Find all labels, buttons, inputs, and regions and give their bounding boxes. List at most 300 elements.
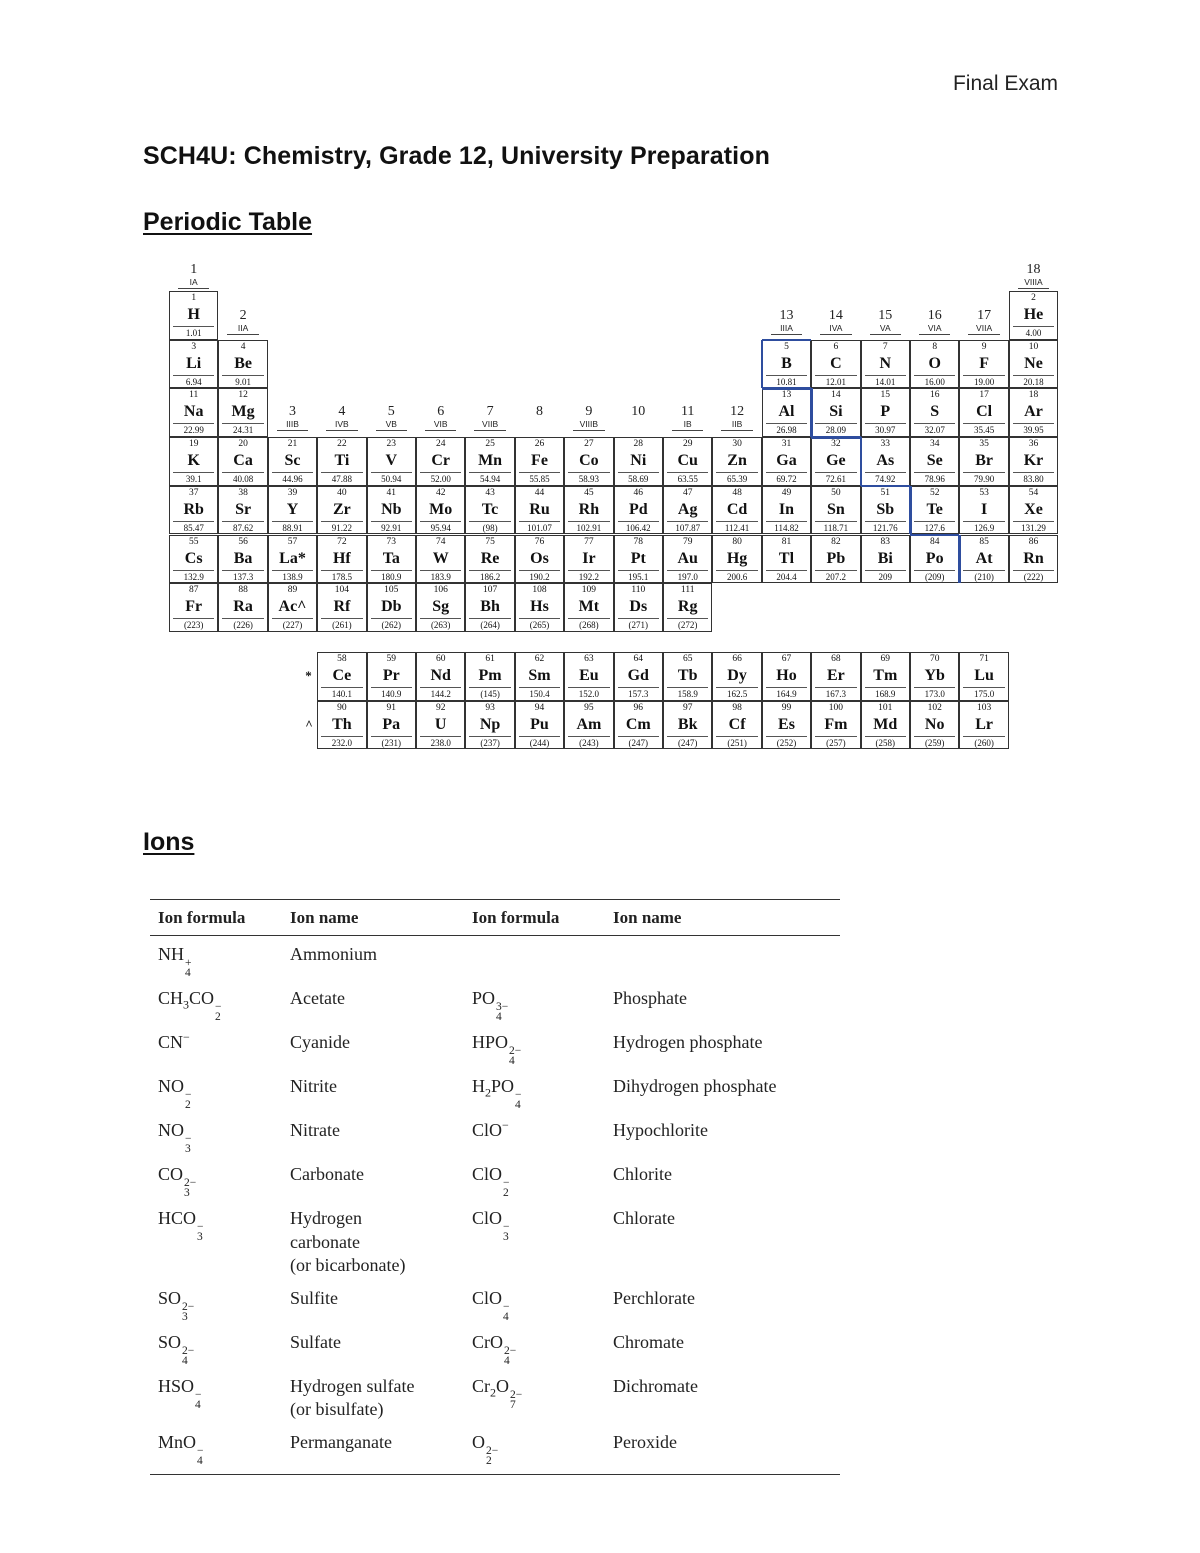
formula-subscript: 4 — [496, 1011, 502, 1023]
element-symbol: Np — [479, 715, 501, 733]
atomic-number: 48 — [732, 487, 742, 498]
ion-name-cell — [282, 1070, 464, 1114]
group-label-9 — [564, 404, 613, 431]
header-ion-formula-2: Ion formula — [464, 900, 605, 936]
atomic-number: 58 — [337, 654, 347, 664]
atomic-mass: 65.39 — [716, 472, 757, 484]
ion-formula — [472, 1208, 510, 1243]
atomic-mass: 19.00 — [963, 375, 1004, 387]
element-symbol: Pr — [382, 667, 400, 684]
formula-charge: − — [503, 1300, 510, 1313]
element-ds — [614, 583, 663, 632]
atomic-number: 3 — [191, 341, 197, 352]
atomic-mass: 74.92 — [865, 472, 906, 484]
element-symbol: Tl — [778, 549, 795, 567]
atomic-mass: 127.6 — [914, 521, 955, 533]
atomic-number: 81 — [781, 536, 792, 547]
element-symbol: Co — [579, 452, 599, 470]
element-sc — [268, 437, 317, 486]
element-symbol: Nd — [430, 667, 451, 684]
element-gd — [614, 652, 663, 701]
formula-subscript: 2 — [490, 1385, 496, 1400]
element-symbol: Pu — [530, 715, 549, 733]
formula-text: HPO — [472, 1032, 509, 1052]
element-symbol: Mg — [231, 403, 255, 421]
ion-formula — [472, 1431, 499, 1467]
element-symbol: Ta — [382, 549, 400, 567]
atomic-number: 29 — [682, 439, 693, 450]
ion-formula — [158, 1375, 202, 1411]
atomic-mass: 63.55 — [667, 472, 708, 484]
group-label-8 — [515, 404, 564, 419]
atomic-mass: 144.2 — [420, 687, 461, 699]
element-symbol: Ar — [1024, 403, 1043, 421]
ion-name: Chromate — [613, 1331, 684, 1352]
group-label-14 — [811, 308, 860, 335]
ion-name: Phosphate — [613, 988, 687, 1008]
atomic-mass: 101.07 — [519, 521, 560, 533]
element-symbol: Sm — [528, 667, 551, 684]
group-label-10 — [614, 404, 663, 419]
element-symbol: Bk — [677, 715, 698, 733]
atomic-mass: 167.3 — [815, 687, 856, 699]
ion-formula — [158, 1076, 192, 1111]
element-w — [416, 535, 465, 584]
formula-charge: 2− — [509, 1045, 522, 1057]
group-label-18 — [1009, 262, 1058, 289]
atomic-number: 87 — [188, 585, 199, 596]
element-symbol: Ce — [332, 667, 352, 684]
atomic-number: 46 — [633, 487, 644, 498]
element-se — [910, 437, 959, 486]
element-mt — [564, 583, 613, 632]
metalloid-boundary-segment — [909, 486, 912, 535]
atomic-number: 1 — [191, 293, 197, 303]
element-symbol: Ti — [334, 452, 350, 470]
group-roman: IB — [672, 419, 703, 431]
atomic-number: 20 — [238, 439, 248, 450]
group-label-1 — [169, 262, 218, 289]
atomic-mass: 112.41 — [716, 521, 757, 533]
ion-formula — [158, 1431, 204, 1467]
group-label-5 — [367, 404, 416, 431]
atomic-mass: 102.91 — [568, 521, 609, 533]
ion-formula-cell — [464, 1070, 605, 1114]
atomic-number: 93 — [485, 702, 495, 713]
element-symbol: Rg — [677, 598, 698, 616]
ion-name-cell — [282, 1282, 464, 1326]
element-bh — [465, 583, 514, 632]
formula-charge: 2− — [184, 1177, 197, 1189]
element-symbol: Cr — [431, 452, 451, 470]
element-symbol: Ne — [1024, 354, 1043, 372]
atomic-number: 80 — [732, 536, 742, 547]
element-ir — [564, 535, 613, 584]
element-te — [910, 486, 959, 535]
atomic-mass: (265) — [519, 618, 560, 630]
formula-text: NH — [158, 944, 184, 964]
element-rf — [317, 583, 366, 632]
element-symbol: Ca — [233, 452, 253, 470]
atomic-mass: 180.9 — [371, 570, 412, 582]
atomic-number: 10 — [1028, 341, 1039, 352]
atomic-number: 89 — [287, 585, 298, 596]
formula-subscript: 2 — [185, 1099, 191, 1111]
element-symbol: Sn — [826, 500, 845, 518]
element-ga — [762, 437, 811, 486]
element-symbol: Xe — [1024, 500, 1043, 518]
group-number: 2 — [239, 308, 247, 323]
element-co — [564, 437, 613, 486]
formula-charge-stack — [510, 1390, 522, 1410]
atomic-number: 92 — [435, 702, 446, 713]
element-symbol: In — [778, 500, 795, 518]
element-at — [959, 535, 1008, 584]
ion-formula-cell — [464, 1370, 605, 1426]
atomic-mass: 192.2 — [568, 570, 609, 582]
group-roman: VIB — [425, 419, 456, 431]
element-ta — [367, 535, 416, 584]
ion-name-line: (or bicarbonate) — [290, 1255, 406, 1275]
atomic-number: 105 — [384, 585, 399, 596]
element-c — [811, 340, 860, 389]
formula-text: SO — [158, 1331, 182, 1352]
atomic-mass: 232.0 — [321, 736, 362, 748]
group-label-6 — [416, 404, 465, 431]
atomic-mass: 114.82 — [766, 521, 807, 533]
element-in — [762, 486, 811, 535]
element-symbol: Tc — [481, 500, 499, 518]
ion-name-cell — [605, 1026, 840, 1070]
element-tc — [465, 486, 514, 535]
atomic-mass: 92.91 — [371, 521, 412, 533]
group-number: 10 — [631, 404, 646, 419]
ion-formula-cell — [150, 1114, 282, 1158]
element-kr — [1009, 437, 1058, 486]
atomic-number: 23 — [386, 439, 397, 450]
formula-text: CO — [189, 988, 215, 1008]
formula-subscript: 4 — [509, 1055, 515, 1067]
formula-text: CN — [158, 1032, 184, 1052]
ion-name-cell — [282, 936, 464, 983]
atomic-mass: 47.88 — [321, 472, 362, 484]
element-na — [169, 388, 218, 437]
element-al — [762, 388, 811, 437]
formula-subscript: 2 — [486, 1454, 492, 1467]
atomic-number: 41 — [386, 487, 397, 498]
element-symbol: Hg — [726, 549, 748, 567]
ion-formula-cell — [150, 936, 282, 983]
atomic-number: 43 — [485, 487, 495, 498]
element-zr — [317, 486, 366, 535]
atomic-mass: (261) — [321, 618, 362, 630]
element-symbol: Sg — [432, 598, 450, 616]
document-title: SCH4U: Chemistry, Grade 12, University Preparation — [143, 142, 770, 170]
element-ra — [218, 583, 267, 632]
ion-name: Chlorate — [613, 1208, 675, 1228]
element-symbol: K — [187, 452, 200, 470]
formula-charge: − — [515, 1089, 522, 1101]
formula-charge-stack — [503, 1178, 510, 1198]
group-number: 3 — [288, 404, 296, 419]
metalloid-boundary-segment — [910, 534, 959, 537]
formula-charge-stack — [504, 1346, 516, 1366]
atomic-number: 5 — [784, 341, 789, 352]
atomic-number: 88 — [238, 585, 248, 596]
ion-name-line: carbonate — [290, 1231, 360, 1252]
atomic-mass: (244) — [519, 736, 560, 748]
atomic-number: 28 — [633, 439, 644, 450]
atomic-mass: 197.0 — [667, 570, 708, 582]
atomic-mass: 79.90 — [963, 472, 1004, 484]
atomic-number: 56 — [238, 536, 248, 547]
element-symbol: As — [876, 452, 895, 470]
element-symbol: Mt — [578, 598, 600, 616]
ion-formula-cell — [464, 982, 605, 1026]
atomic-mass: (227) — [272, 618, 313, 630]
group-roman: VIIIB — [573, 419, 604, 431]
element-symbol: Br — [975, 452, 993, 470]
element-symbol: Am — [576, 715, 602, 733]
element-ge — [811, 437, 860, 486]
group-number: 5 — [387, 404, 395, 419]
element-symbol: Ba — [233, 549, 253, 567]
element-np — [465, 701, 514, 750]
element-eu — [564, 652, 613, 701]
atomic-mass: 132.9 — [173, 570, 214, 582]
atomic-number: 76 — [534, 536, 545, 547]
element-symbol: Fm — [824, 715, 848, 733]
ion-name: Cyanide — [290, 1032, 350, 1052]
formula-subscript: 3 — [185, 1143, 191, 1155]
formula-text: CO — [158, 1164, 184, 1184]
element-k — [169, 437, 218, 486]
group-label-12 — [712, 404, 761, 431]
formula-charge-stack — [185, 958, 192, 978]
group-roman: VA — [870, 323, 901, 335]
atomic-number: 19 — [188, 439, 199, 450]
element-si — [811, 388, 860, 437]
element-nd — [416, 652, 465, 701]
formula-charge-stack — [215, 1002, 222, 1022]
ion-name-cell — [282, 1026, 464, 1070]
element-symbol: Mn — [478, 452, 503, 470]
ion-name: Acetate — [290, 988, 345, 1008]
formula-charge: 3− — [496, 1001, 509, 1013]
group-roman: VIIB — [474, 419, 505, 431]
ion-name-line: Hydrogen sulfate — [290, 1375, 415, 1396]
element-br — [959, 437, 1008, 486]
element-symbol: Po — [925, 549, 944, 567]
element-cf — [712, 701, 761, 750]
atomic-mass: 39.95 — [1013, 423, 1054, 435]
element-tb — [663, 652, 712, 701]
formula-text: O — [496, 1375, 509, 1396]
atomic-mass: 52.00 — [420, 472, 461, 484]
element-sg — [416, 583, 465, 632]
ion-name-cell — [282, 1370, 464, 1426]
formula-charge-stack — [185, 1090, 192, 1110]
element-mo — [416, 486, 465, 535]
element-symbol: Si — [829, 403, 843, 421]
atomic-number: 95 — [584, 702, 594, 713]
element-cr — [416, 437, 465, 486]
atomic-number: 55 — [188, 536, 199, 547]
metalloid-boundary-segment — [860, 437, 863, 486]
group-label-13 — [762, 308, 811, 335]
metalloid-boundary-segment — [861, 485, 910, 488]
atomic-number: 69 — [880, 654, 891, 664]
element-rn — [1009, 535, 1058, 584]
atomic-mass: 95.94 — [420, 521, 461, 533]
periodic-table-heading: Periodic Table — [143, 208, 313, 236]
element-symbol: Pm — [478, 667, 502, 684]
element-yb — [910, 652, 959, 701]
atomic-mass: 32.07 — [914, 423, 955, 435]
ion-name: Sulfate — [290, 1331, 341, 1352]
atomic-mass: 10.81 — [766, 375, 807, 387]
atomic-mass: 209 — [865, 570, 906, 582]
atomic-mass: 121.76 — [865, 521, 906, 533]
element-symbol: Cs — [184, 549, 203, 567]
group-label-2 — [218, 308, 267, 335]
ion-name-cell — [605, 982, 840, 1026]
atomic-number: 82 — [831, 536, 841, 547]
element-symbol: He — [1023, 306, 1044, 323]
element-symbol: Tb — [677, 667, 698, 684]
element-symbol: Se — [926, 452, 943, 470]
atomic-mass: (223) — [173, 618, 214, 630]
element-symbol: Kr — [1023, 452, 1044, 470]
ion-name: Nitrate — [290, 1120, 340, 1140]
element-symbol: Pd — [628, 500, 648, 518]
ion-formula-cell — [150, 1070, 282, 1114]
atomic-mass: 35.45 — [963, 423, 1004, 435]
ion-name: Ammonium — [290, 944, 378, 964]
atomic-number: 94 — [534, 702, 545, 713]
atomic-number: 74 — [435, 536, 446, 547]
ion-row — [150, 1370, 840, 1426]
formula-text: PO — [491, 1076, 515, 1096]
element-hg — [712, 535, 761, 584]
element-nb — [367, 486, 416, 535]
ion-name: Peroxide — [613, 1431, 677, 1452]
atomic-mass: 195.1 — [618, 570, 659, 582]
ion-formula — [158, 1164, 197, 1199]
lanthanide-marker: * — [305, 668, 312, 683]
formula-text: CH — [158, 988, 184, 1008]
element-symbol: Ru — [529, 500, 550, 518]
group-number: 4 — [338, 404, 346, 419]
element-hs — [515, 583, 564, 632]
atomic-mass: 173.0 — [914, 687, 955, 699]
formula-subscript: 7 — [510, 1398, 516, 1411]
atomic-mass: 190.2 — [519, 570, 560, 582]
element-rh — [564, 486, 613, 535]
group-roman: VIIA — [968, 323, 999, 335]
element-tm — [861, 652, 910, 701]
formula-charge: − — [195, 1388, 202, 1401]
formula-charge-stack — [182, 1302, 194, 1322]
ions-header-row — [150, 900, 840, 936]
ion-name-cell — [605, 1202, 840, 1282]
ion-name-cell — [605, 1282, 840, 1326]
ion-name-cell — [605, 1326, 840, 1370]
atomic-mass: 183.9 — [420, 570, 461, 582]
atomic-number: 102 — [927, 702, 942, 713]
atomic-number: 2 — [1031, 293, 1036, 303]
element-sn — [811, 486, 860, 535]
formula-subscript: 4 — [197, 1454, 203, 1467]
element-cu — [663, 437, 712, 486]
atomic-number: 100 — [828, 702, 843, 713]
formula-charge-stack — [503, 1302, 510, 1322]
formula-charge-stack — [185, 1134, 192, 1154]
formula-charge: − — [183, 1030, 190, 1044]
atomic-number: 7 — [882, 341, 888, 352]
ion-row — [150, 1158, 840, 1202]
atomic-mass: 22.99 — [173, 423, 214, 435]
atomic-number: 26 — [534, 439, 545, 450]
element-lr — [959, 701, 1008, 750]
element-symbol: Ge — [826, 452, 846, 470]
element-bk — [663, 701, 712, 750]
element-symbol: Er — [826, 667, 845, 684]
element-symbol: V — [385, 452, 398, 470]
group-number: 15 — [878, 308, 893, 323]
formula-text: ClO — [472, 1287, 503, 1308]
formula-charge-stack — [195, 1390, 202, 1410]
atomic-number: 18 — [1028, 390, 1039, 401]
atomic-mass: 106.42 — [618, 521, 659, 533]
element-symbol: Al — [778, 403, 795, 421]
element-symbol: Ac^ — [278, 598, 307, 616]
element-pr — [367, 652, 416, 701]
formula-charge-stack — [184, 1178, 196, 1198]
ion-formula-cell — [150, 1026, 282, 1070]
element-i — [959, 486, 1008, 535]
group-number: 13 — [779, 308, 794, 323]
element-fr — [169, 583, 218, 632]
atomic-mass: (271) — [618, 618, 659, 630]
element-symbol: Cf — [728, 715, 746, 733]
ion-formula-cell — [150, 1426, 282, 1475]
formula-charge: − — [215, 1001, 222, 1013]
formula-text: NO — [158, 1076, 184, 1096]
element-y — [268, 486, 317, 535]
element-symbol: Rn — [1023, 549, 1044, 567]
group-label-3 — [268, 404, 317, 431]
actinide-marker: ^ — [305, 716, 313, 732]
ion-formula — [158, 988, 222, 1023]
atomic-mass: 26.98 — [766, 423, 807, 435]
formula-subscript: 4 — [185, 967, 191, 979]
atomic-number: 77 — [584, 536, 594, 547]
atomic-number: 50 — [831, 487, 841, 498]
element-symbol: Dy — [727, 667, 747, 684]
formula-subscript: 3 — [183, 997, 190, 1012]
group-number: 7 — [486, 404, 494, 419]
element-ni — [614, 437, 663, 486]
atomic-number: 111 — [680, 585, 695, 596]
element-symbol: No — [924, 715, 945, 733]
element-symbol: Nb — [381, 500, 402, 518]
ion-formula — [472, 1375, 523, 1411]
formula-subscript: 3 — [184, 1187, 190, 1199]
ion-formula — [158, 1208, 204, 1243]
ion-name-cell — [605, 936, 840, 983]
ion-row — [150, 1426, 840, 1475]
